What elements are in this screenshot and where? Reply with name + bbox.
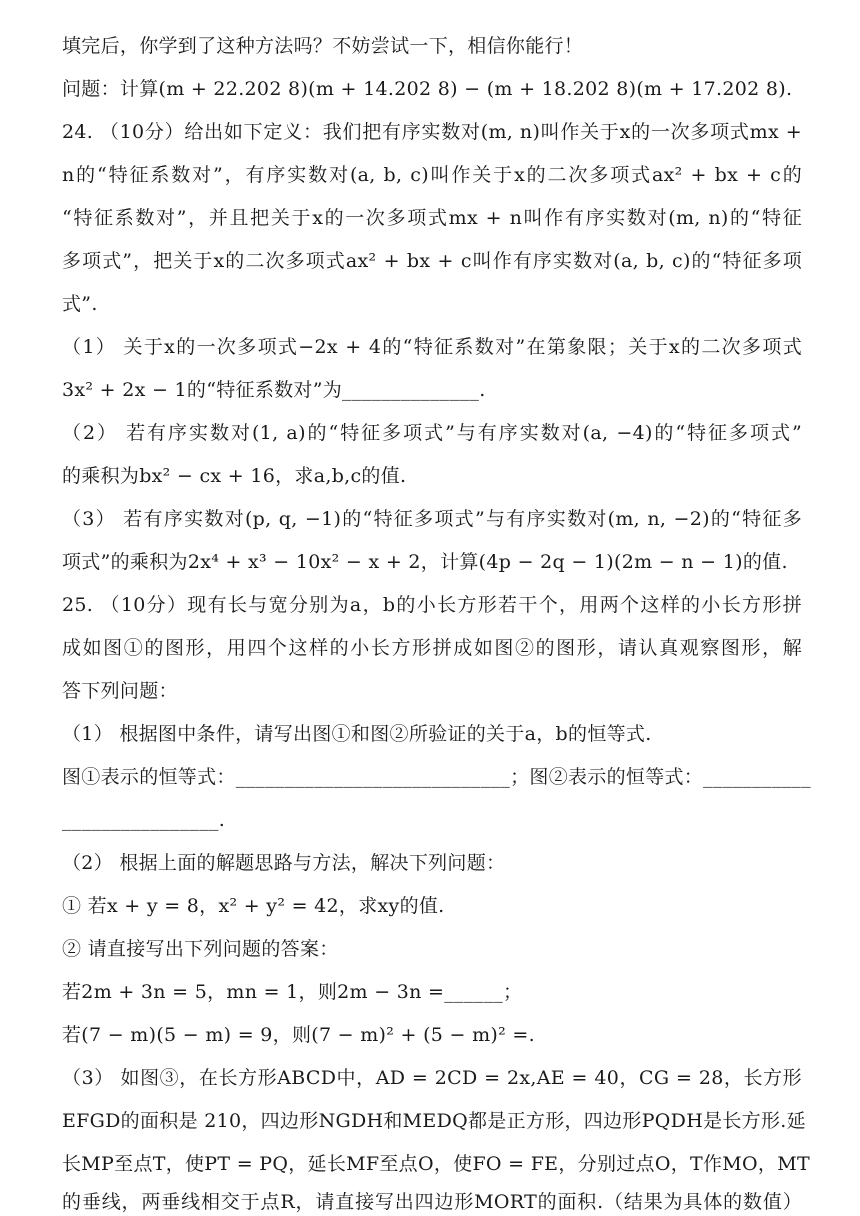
question-24-line-3: “特征系数对”，并且把关于x的一次多项式mx + n叫作有序实数对(m, n)的“特征 xyxy=(62,207,802,229)
question-25-part-2-line-2: ① 若x + y = 8，x² + y² = 42，求xy的值. xyxy=(62,895,445,917)
question-25-part-3-line-1: （3） 如图③，在长方形ABCD中，AD = 2CD = 2x,AE = 40，CG = 28，长方形 xyxy=(62,1067,802,1089)
question-25-line-3: 答下列问题： xyxy=(62,680,178,702)
question-25-part-2-line-5: 若(7 − m)(5 − m) = 9，则(7 − m)² + (5 − m)² =. xyxy=(62,1024,535,1046)
question-25-part-1-line-1: （1） 根据图中条件，请写出图①和图②所验证的关于a，b的恒等式. xyxy=(62,723,652,745)
question-24-part-2-line-1: （2） 若有序实数对(1, a)的“特征多项式”与有序实数对(a, −4)的“特征多项式” xyxy=(62,422,802,444)
question-25-part-3-line-3: 长MP至点T，使PT = PQ，延长MF至点O，使FO = FE，分别过点O，T作MO，MT xyxy=(62,1153,810,1175)
question-25-part-2-line-4: 若2m + 3n = 5，mn = 1，则2m − 3n =______； xyxy=(62,981,523,1003)
question-25-part-1-line-3: ________________. xyxy=(62,809,226,831)
question-25-part-2-line-1: （2） 根据上面的解题思路与方法，解决下列问题： xyxy=(62,852,506,874)
question-25-part-1-line-2: 图①表示的恒等式：____________________________；图②表示的恒等式：___________ xyxy=(62,766,811,788)
question-25-part-3-line-4: 的垂线，两垂线相交于点R，请直接写出四边形MORT的面积.（结果为具体的数值） xyxy=(62,1191,802,1213)
question-24-line-5: 式”. xyxy=(62,293,98,315)
question-24-part-1-line-1: （1） 关于x的一次多项式−2x + 4的“特征系数对”在第象限；关于x的二次多项式 xyxy=(62,336,802,358)
question-24-line-2: n的“特征系数对”，有序实数对(a, b, c)叫作关于x的二次多项式ax² + bx + c的 xyxy=(62,164,802,186)
question-25-line-2: 成如图①的图形，用四个这样的小长方形拼成如图②的图形，请认真观察图形，解 xyxy=(62,637,802,659)
text-line-1: 填完后，你学到了这种方法吗？不妨尝试一下，相信你能行！ xyxy=(62,35,584,57)
question-24-part-3-line-1: （3） 若有序实数对(p, q, −1)的“特征多项式”与有序实数对(m, n, −2)的“特征多 xyxy=(62,508,802,530)
question-24-line-1: 24. （10分）给出如下定义：我们把有序实数对(m, n)叫作关于x的一次多项式mx + xyxy=(62,121,802,143)
text-line-2: 问题：计算(m + 22.202 8)(m + 14.202 8) − (m + 18.202 8)(m + 17.202 8). xyxy=(62,78,793,100)
question-25-part-3-line-2: EFGD的面积是 210，四边形NGDH和MEDQ都是正方形，四边形PQDH是长方形.延 xyxy=(62,1110,806,1132)
question-25-line-1: 25. （10分）现有长与宽分别为a，b的小长方形若干个，用两个这样的小长方形拼 xyxy=(62,594,802,616)
question-24-part-3-line-2: 项式”的乘积为2x⁴ + x³ − 10x² − x + 2，计算(4p − 2q − 1)(2m − n − 1)的值. xyxy=(62,551,788,573)
question-24-part-1-line-2: 3x² + 2x − 1的“特征系数对”为______________. xyxy=(62,379,486,401)
question-24-part-2-line-2: 的乘积为bx² − cx + 16，求a,b,c的值. xyxy=(62,465,407,487)
question-25-part-2-line-3: ② 请直接写出下列问题的答案： xyxy=(62,938,339,960)
question-24-line-4: 多项式”，把关于x的二次多项式ax² + bx + c叫作有序实数对(a, b, c)的“特征多项 xyxy=(62,250,802,272)
